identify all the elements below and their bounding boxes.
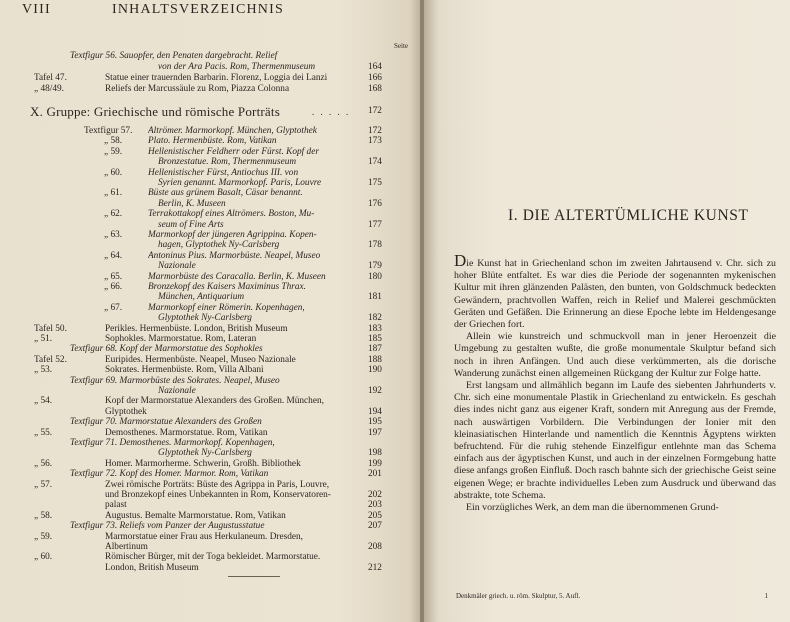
toc-entry-text: Homer. Marmorherme. Schwerin, Großh. Bibliothek: [105, 458, 301, 469]
toc-entry-page: 185: [368, 334, 382, 344]
toc-entry-page: 198: [368, 448, 382, 459]
toc-entry-page: 178: [368, 240, 382, 251]
toc-entry-text: Glyptothek: [105, 406, 147, 417]
toc-entry-page: 199: [368, 458, 382, 469]
toc-entry-text: Hellenistischer Fürst, Antiochus III. von: [148, 167, 299, 178]
chapter-title: I. DIE ALTERTÜMLICHE KUNST: [508, 207, 749, 224]
toc-entry-text: London, British Museum: [105, 562, 199, 573]
toc-entry-page: 194: [368, 406, 382, 417]
toc-entry-label: „ 59.: [34, 531, 53, 542]
toc-entry-page: 201: [368, 469, 382, 480]
toc-entry-label: „ 59.: [104, 146, 123, 157]
toc-entry-page: 166: [368, 73, 382, 83]
toc-entry-text: Demosthenes. Marmorstatue. Rom, Vatikan: [105, 427, 268, 438]
toc-entry-page: 212: [368, 562, 382, 573]
toc-entry-label: „ 65.: [104, 271, 123, 282]
toc-entry-label: „ 54.: [34, 396, 53, 407]
toc-entry-text: Nazionale: [158, 261, 196, 272]
toc-entry-text: palast: [105, 500, 127, 511]
toc-entry-text: Terrakottakopf eines Altrömers. Boston, Mu-: [148, 209, 315, 220]
seite-label: Seite: [394, 42, 408, 50]
toc-entry-page: 168: [368, 84, 382, 94]
toc-entry-page: 188: [368, 354, 382, 365]
section-leader: . . . . .: [312, 107, 351, 117]
toc-entry-text: Glyptothek Ny-Carlsberg: [158, 448, 252, 459]
toc-entry-label: „ 58.: [34, 510, 53, 521]
toc-entry-text: Sokrates. Hermenbüste. Rom, Villa Albani: [105, 365, 264, 376]
toc-entry-label: Textfigur 57.: [84, 126, 133, 136]
toc-entry-text: hagen, Glyptothek Ny-Carlsberg: [158, 240, 280, 251]
toc-entry-text: seum of Fine Arts: [158, 219, 224, 230]
toc-entry-label: „ 51.: [34, 334, 53, 344]
toc-entry-text: Augustus. Bemalte Marmorstatue. Rom, Vatikan: [105, 510, 286, 521]
toc-entry-text: Statue einer trauernden Barbarin. Florenz, Loggia dei Lanzi: [105, 73, 328, 83]
section-page: 172: [368, 106, 382, 116]
toc-entry-text: Albertinum: [105, 542, 148, 552]
toc-entry-text: Reliefs der Marcussäule zu Rom, Piazza Colonna: [105, 84, 290, 94]
section-title: X. Gruppe: Griechische und römische Porträts: [30, 104, 280, 119]
toc-entry-page: 179: [368, 261, 382, 272]
toc-entry-label: „ 53.: [34, 365, 53, 376]
toc-entry-page: 174: [368, 157, 382, 168]
toc-entry-text: Perikles. Hermenbüste. London, British Museum: [105, 323, 288, 334]
toc-entry-text: Textfigur 71. Demosthenes. Marmorkopf. Kopenhagen,: [70, 438, 275, 448]
toc-entry-text: Marmorkopf der jüngeren Agrippina. Kopen-: [148, 230, 317, 240]
toc-entry-text: Textfigur 73. Reliefs vom Panzer der Augustusstatue: [70, 521, 265, 532]
toc-entry-text: Textfigur 56. Sauopfer, den Penaten dargebracht. Relief: [70, 51, 278, 61]
toc-entry-page: 203: [368, 500, 382, 511]
toc-entry-page: 187: [368, 344, 382, 355]
toc-entry-text: Syrien genannt. Marmorkopf. Paris, Louvre: [158, 178, 322, 188]
paragraph: Die Kunst hat in Griechenland schon im zweiten Jahrtausend v. Chr. sich zu hoher Blüte entfaltet. Es war dies die Periode der sogenannten mykenischen Kultur mit ihren glänzenden Palästen, den bunten, von Goldschmuck bedeckten Gewändern, prachtvollen Waffen, reich in Relief und Malerei geschmückten Geräten und Gefäßen. Die Erinnerung an diese Epoche lebte im Heldengesange der Griechen fort.: [454, 251, 776, 331]
toc-entry-text: Berlin, K. Museen: [158, 198, 226, 209]
toc-entry-page: 173: [368, 136, 382, 147]
toc-entry-label: „ 60.: [34, 552, 53, 563]
page-number: VIII: [22, 2, 51, 17]
toc-entry-text: Zwei römische Porträts: Büste des Agrippa in Paris, Louvre,: [105, 479, 330, 490]
toc-entry-text: München, Antiquarium: [158, 292, 245, 303]
toc-entry-label: „ 62.: [104, 209, 123, 220]
toc-entry-page: 176: [368, 198, 382, 209]
chapter-body: [454, 251, 776, 514]
toc-entry-label: „ 48/49.: [34, 84, 64, 94]
toc-entry-label: „ 56.: [34, 458, 53, 469]
drop-cap: D: [454, 251, 467, 270]
toc-entry-label: „ 58.: [104, 136, 123, 147]
paragraph: Erst langsam und allmählich begann im Laufe des siebenten Jahrhunderts v. Chr. sich eine monumentale Plastik in Griechenland zu entwickeln. Es geschah dies indes nicht ganz aus eigener Kraft, sondern mit Anregung aus der Fremde, nach auswärtigen Vorbildern. Die Verbindungen der Ionier mit den kleinasiatischen Hinterlande und namentlich die Kenntnis Ägyptens wirkten befruchtend. Für die ruhig stehende Einzelfigur entlehnte man das Schema einfach aus der ägyptischen Kunst, und auch in der einzelnen Formgebung hatte diese anfangs großen Einfluß. Doch rasch bahnte sich der griechische Geist seine eigenen Wege; er brachte individuelles Leben zum Ausdruck und überwand das abstrakte, tote Schema.: [454, 380, 776, 501]
toc-entry-page: 172: [368, 126, 382, 136]
toc-entry-text: Euripides. Hermenbüste. Neapel, Museo Nazionale: [105, 354, 296, 365]
toc-entry-page: 190: [368, 365, 382, 376]
toc-entry-label: „ 63.: [104, 230, 123, 240]
toc-entry-text: Büste aus grünem Basalt, Cäsar benannt.: [148, 188, 303, 199]
toc-entry-text: Marmorstatue einer Frau aus Herkulaneum. Dresden,: [105, 531, 304, 542]
end-rule: [228, 576, 280, 577]
toc-entry-page: 180: [368, 271, 382, 282]
toc-entry-text: Marmorbüste des Caracalla. Berlin, K. Museen: [148, 271, 326, 282]
toc-entry-text: Nazionale: [158, 386, 196, 396]
toc-entry-text: von der Ara Pacis. Rom, Thermenmuseum: [158, 62, 316, 72]
toc-entry-page: 195: [368, 417, 382, 428]
toc-entry-label: „ 66.: [104, 282, 123, 292]
toc-entry-text: Marmorkopf einer Römerin. Kopenhagen,: [148, 302, 305, 313]
toc-entry-page: 207: [368, 521, 382, 532]
toc-entry-label: „ 61.: [104, 188, 123, 199]
toc-entry-text: Bronzekopf des Kaisers Maximinus Thrax.: [148, 282, 306, 292]
toc-entry-page: 175: [368, 178, 382, 188]
toc-entry-text: Römischer Bürger, mit der Toga bekleidet. Marmorstatue.: [105, 552, 321, 563]
toc-entry-text: Kopf der Marmorstatue Alexanders des Großen. München,: [105, 396, 324, 407]
toc-entry-text: Antoninus Pius. Marmorbüste. Neapel, Museo: [148, 250, 321, 261]
toc-entry-page: 197: [368, 427, 382, 438]
toc-entry-page: 208: [368, 542, 382, 552]
toc-entry-text: Textfigur 68. Kopf der Marmorstatue des Sophokles: [70, 344, 263, 355]
toc-entry-page: 164: [368, 62, 382, 72]
page-title: INHALTSVERZEICHNIS: [112, 2, 284, 17]
toc-entry-text: Sophokles. Marmorstatue. Rom, Lateran: [105, 334, 257, 344]
toc-entry-label: Tafel 50.: [34, 323, 67, 334]
toc-entry-label: „ 67.: [104, 302, 123, 313]
footer-signature: Denkmäler griech. u. röm. Skulptur, 5. Aufl.: [456, 592, 581, 600]
toc-entry-label: Tafel 47.: [34, 73, 67, 83]
toc-entry-label: „ 60.: [104, 167, 123, 178]
toc-entry-text: Bronzestatue. Rom, Thermenmuseum: [158, 157, 297, 168]
toc-entry-page: 177: [368, 219, 382, 230]
toc-entry-text: Hellenistischer Feldherr oder Fürst. Kopf der: [148, 146, 319, 157]
toc-entry-page: 183: [368, 323, 382, 334]
toc-entry-page: 192: [368, 386, 382, 396]
paragraph: Allein wie kunstreich und schmuckvoll man in jener Heroenzeit die Umgebung zu gestalten wußte, die große monumentale Skulptur befand sich noch in ihren Anfängen. Und auch diese verkümmerten, als die dorische Wanderung zunächst einen allgemeinen Rückgang der Kultur zur Folge hatte.: [454, 331, 776, 379]
toc-entry-page: 181: [368, 292, 382, 303]
toc-entry-label: „ 64.: [104, 250, 123, 261]
toc-entry-text: Textfigur 69. Marmorbüste des Sokrates. Neapel, Museo: [70, 375, 280, 386]
toc-entry-text: Textfigur 70. Marmorstatue Alexanders des Großen: [70, 417, 262, 428]
toc-entry-label: „ 55.: [34, 427, 53, 438]
toc-entry-text: Altrömer. Marmorkopf. München, Glyptothek: [148, 126, 317, 136]
toc-entry-page: 182: [368, 313, 382, 324]
paragraph: Ein vorzügliches Werk, an dem man die übernommenen Grund-: [466, 502, 719, 514]
toc-entry-label: Tafel 52.: [34, 354, 67, 365]
footer-page-number: 1: [764, 592, 768, 600]
toc-entry-text: und Bronzekopf eines Unbekannten in Rom, Konservatoren-: [105, 490, 331, 500]
toc-entry-page: 205: [368, 510, 382, 521]
toc-entry-text: Textfigur 72. Kopf des Homer. Marmor. Rom, Vatikan: [70, 469, 269, 480]
toc-entry-page: 202: [368, 490, 382, 500]
toc-entry-label: „ 57.: [34, 479, 53, 490]
right-page: [424, 0, 790, 622]
toc-entry-text: Glyptothek Ny-Carlsberg: [158, 313, 252, 324]
toc-entry-text: Plato. Hermenbüste. Rom, Vatikan: [148, 136, 277, 147]
